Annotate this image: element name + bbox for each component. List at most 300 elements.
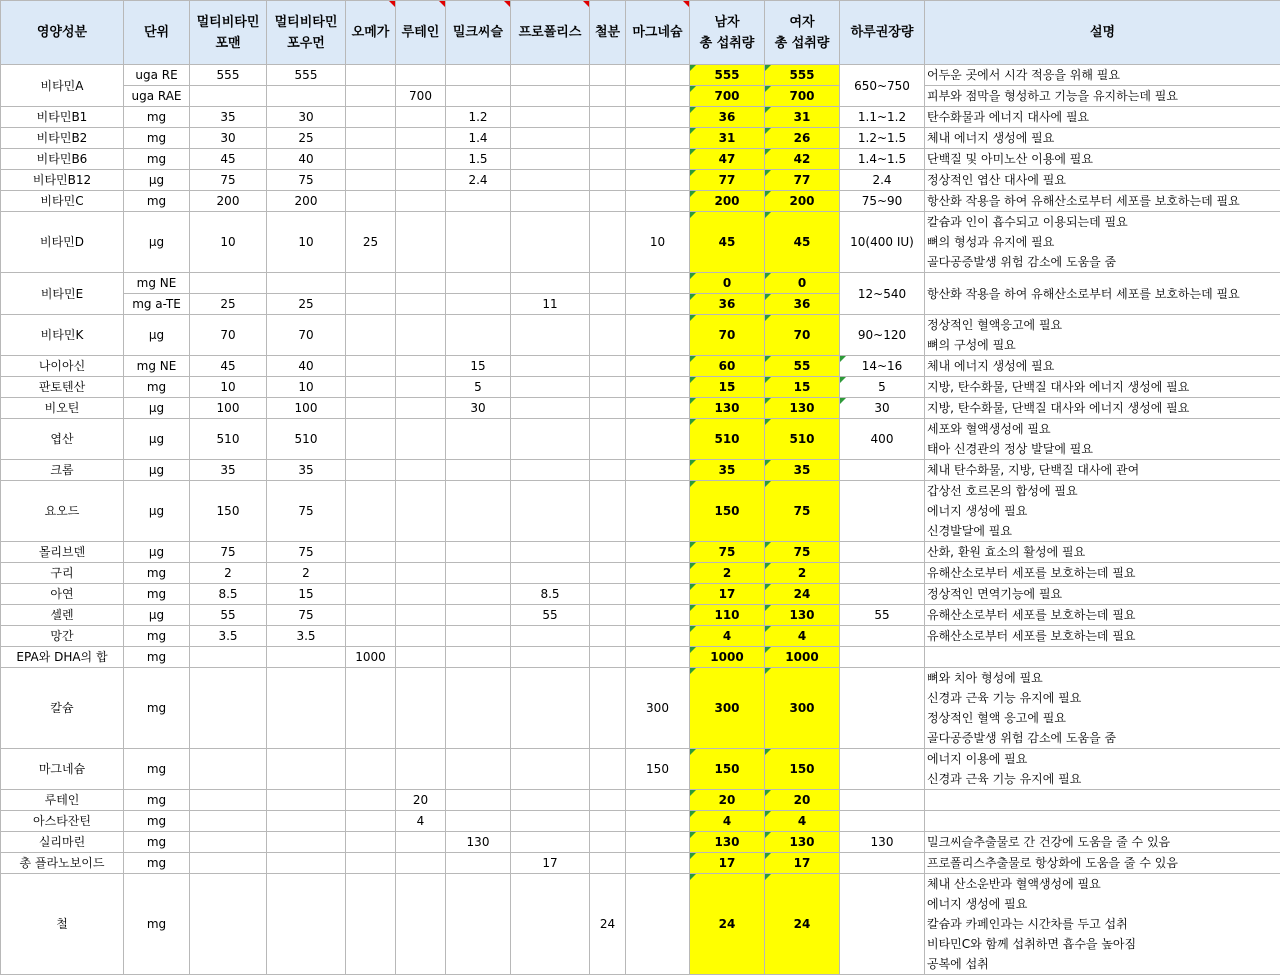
cell-product-6[interactable]: [511, 107, 590, 128]
cell-product-6[interactable]: [511, 832, 590, 853]
cell-product-8[interactable]: [626, 398, 690, 419]
cell-product-2[interactable]: [267, 790, 346, 811]
cell-product-8[interactable]: 300: [626, 668, 690, 749]
cell-male-total[interactable]: 15: [690, 377, 765, 398]
cell-product-1[interactable]: 150: [190, 481, 267, 542]
cell-product-1[interactable]: [190, 273, 267, 294]
cell-product-7[interactable]: [590, 86, 626, 107]
cell-male-total[interactable]: 17: [690, 853, 765, 874]
cell-product-3[interactable]: [346, 542, 396, 563]
cell-product-2[interactable]: [267, 749, 346, 790]
cell-product-7[interactable]: [590, 107, 626, 128]
cell-product-3[interactable]: [346, 149, 396, 170]
cell-product-7[interactable]: 24: [590, 874, 626, 975]
cell-product-6[interactable]: [511, 86, 590, 107]
cell-unit[interactable]: mg NE: [124, 356, 190, 377]
header-product-6[interactable]: 프로폴리스: [511, 1, 590, 65]
cell-male-total[interactable]: 300: [690, 668, 765, 749]
cell-product-7[interactable]: [590, 273, 626, 294]
cell-product-4[interactable]: [396, 212, 446, 273]
cell-product-8[interactable]: [626, 65, 690, 86]
cell-product-6[interactable]: [511, 790, 590, 811]
cell-product-3[interactable]: [346, 605, 396, 626]
cell-product-8[interactable]: [626, 377, 690, 398]
cell-product-7[interactable]: [590, 419, 626, 460]
cell-description[interactable]: 프로폴리스추출물로 항상화에 도움을 줄 수 있음: [925, 853, 1280, 874]
cell-product-6[interactable]: [511, 811, 590, 832]
cell-product-5[interactable]: [446, 273, 511, 294]
cell-product-7[interactable]: [590, 128, 626, 149]
cell-description[interactable]: [925, 790, 1280, 811]
cell-male-total[interactable]: 20: [690, 790, 765, 811]
cell-female-total[interactable]: 45: [765, 212, 840, 273]
cell-male-total[interactable]: 70: [690, 315, 765, 356]
cell-product-3[interactable]: [346, 419, 396, 460]
cell-unit[interactable]: mg: [124, 191, 190, 212]
cell-description[interactable]: 유해산소로부터 세포를 보호하는데 필요: [925, 626, 1280, 647]
cell-product-8[interactable]: [626, 273, 690, 294]
cell-nutrient[interactable]: 몰리브덴: [1, 542, 124, 563]
cell-product-3[interactable]: [346, 811, 396, 832]
cell-product-1[interactable]: [190, 668, 267, 749]
cell-product-6[interactable]: [511, 128, 590, 149]
cell-female-total[interactable]: 75: [765, 481, 840, 542]
cell-product-6[interactable]: [511, 170, 590, 191]
cell-product-6[interactable]: [511, 149, 590, 170]
cell-product-1[interactable]: 3.5: [190, 626, 267, 647]
cell-nutrient[interactable]: 아스타잔틴: [1, 811, 124, 832]
cell-nutrient[interactable]: 비오틴: [1, 398, 124, 419]
cell-product-3[interactable]: [346, 107, 396, 128]
cell-female-total[interactable]: 24: [765, 584, 840, 605]
cell-male-total[interactable]: 36: [690, 107, 765, 128]
cell-recommended[interactable]: [840, 647, 925, 668]
cell-product-2[interactable]: [267, 811, 346, 832]
cell-male-total[interactable]: 700: [690, 86, 765, 107]
cell-female-total[interactable]: 4: [765, 626, 840, 647]
cell-product-1[interactable]: 55: [190, 605, 267, 626]
cell-product-6[interactable]: [511, 668, 590, 749]
cell-product-4[interactable]: [396, 749, 446, 790]
cell-male-total[interactable]: 31: [690, 128, 765, 149]
cell-product-5[interactable]: 1.5: [446, 149, 511, 170]
cell-product-8[interactable]: [626, 315, 690, 356]
cell-product-1[interactable]: [190, 749, 267, 790]
cell-female-total[interactable]: 200: [765, 191, 840, 212]
cell-product-7[interactable]: [590, 481, 626, 542]
cell-female-total[interactable]: 130: [765, 832, 840, 853]
cell-product-5[interactable]: [446, 790, 511, 811]
cell-unit[interactable]: uga RAE: [124, 86, 190, 107]
cell-product-5[interactable]: [446, 191, 511, 212]
cell-male-total[interactable]: 2: [690, 563, 765, 584]
cell-product-3[interactable]: [346, 65, 396, 86]
cell-product-4[interactable]: [396, 853, 446, 874]
cell-male-total[interactable]: 35: [690, 460, 765, 481]
cell-product-3[interactable]: [346, 460, 396, 481]
cell-description[interactable]: 세포와 혈액생성에 필요 태아 신경관의 정상 발달에 필요: [925, 419, 1280, 460]
cell-unit[interactable]: mg: [124, 584, 190, 605]
cell-product-3[interactable]: [346, 377, 396, 398]
cell-description[interactable]: 정상적인 면역기능에 필요: [925, 584, 1280, 605]
cell-recommended[interactable]: [840, 811, 925, 832]
cell-product-5[interactable]: [446, 563, 511, 584]
cell-female-total[interactable]: 555: [765, 65, 840, 86]
cell-product-5[interactable]: [446, 86, 511, 107]
cell-product-8[interactable]: [626, 356, 690, 377]
cell-female-total[interactable]: 0: [765, 273, 840, 294]
cell-product-6[interactable]: [511, 626, 590, 647]
cell-nutrient[interactable]: 실리마린: [1, 832, 124, 853]
cell-male-total[interactable]: 17: [690, 584, 765, 605]
cell-recommended[interactable]: 1.4~1.5: [840, 149, 925, 170]
cell-product-5[interactable]: 130: [446, 832, 511, 853]
cell-recommended[interactable]: 75~90: [840, 191, 925, 212]
cell-nutrient[interactable]: 엽산: [1, 419, 124, 460]
cell-product-2[interactable]: 25: [267, 294, 346, 315]
cell-nutrient[interactable]: 나이아신: [1, 356, 124, 377]
cell-description[interactable]: 항산화 작용을 하여 유해산소로부터 세포를 보호하는데 필요: [925, 191, 1280, 212]
cell-description[interactable]: 칼슘과 인이 흡수되고 이용되는데 필요 뼈의 형성과 유지에 필요 골다공증발생 위험 감소에 도움을 줌: [925, 212, 1280, 273]
header-product-7[interactable]: 철분: [590, 1, 626, 65]
cell-product-5[interactable]: [446, 212, 511, 273]
cell-recommended[interactable]: 90~120: [840, 315, 925, 356]
cell-product-1[interactable]: [190, 853, 267, 874]
cell-product-8[interactable]: [626, 811, 690, 832]
cell-product-4[interactable]: [396, 832, 446, 853]
cell-product-2[interactable]: 70: [267, 315, 346, 356]
cell-description[interactable]: [925, 647, 1280, 668]
cell-nutrient[interactable]: 아연: [1, 584, 124, 605]
header-product-4[interactable]: 루테인: [396, 1, 446, 65]
cell-male-total[interactable]: 200: [690, 191, 765, 212]
cell-nutrient[interactable]: 비타민A: [1, 65, 124, 107]
cell-nutrient[interactable]: 비타민D: [1, 212, 124, 273]
cell-product-7[interactable]: [590, 584, 626, 605]
cell-nutrient[interactable]: 비타민B2: [1, 128, 124, 149]
cell-unit[interactable]: μg: [124, 212, 190, 273]
cell-recommended[interactable]: 12~540: [840, 273, 925, 315]
cell-product-7[interactable]: [590, 191, 626, 212]
cell-product-2[interactable]: [267, 832, 346, 853]
cell-product-3[interactable]: [346, 273, 396, 294]
cell-product-4[interactable]: [396, 668, 446, 749]
header-unit[interactable]: 단위: [124, 1, 190, 65]
cell-unit[interactable]: μg: [124, 170, 190, 191]
header-description[interactable]: 설명: [925, 1, 1280, 65]
cell-product-4[interactable]: [396, 65, 446, 86]
cell-product-2[interactable]: [267, 647, 346, 668]
cell-recommended[interactable]: 30: [840, 398, 925, 419]
cell-product-4[interactable]: [396, 605, 446, 626]
cell-product-7[interactable]: [590, 811, 626, 832]
cell-product-7[interactable]: [590, 647, 626, 668]
cell-product-8[interactable]: [626, 149, 690, 170]
cell-product-6[interactable]: [511, 419, 590, 460]
cell-product-8[interactable]: [626, 790, 690, 811]
cell-product-2[interactable]: 15: [267, 584, 346, 605]
cell-male-total[interactable]: 36: [690, 294, 765, 315]
cell-product-8[interactable]: [626, 626, 690, 647]
cell-product-5[interactable]: [446, 294, 511, 315]
cell-nutrient[interactable]: 철: [1, 874, 124, 975]
cell-product-1[interactable]: 30: [190, 128, 267, 149]
cell-product-4[interactable]: [396, 542, 446, 563]
cell-product-4[interactable]: [396, 626, 446, 647]
cell-product-5[interactable]: [446, 65, 511, 86]
cell-product-1[interactable]: 35: [190, 107, 267, 128]
cell-product-2[interactable]: 25: [267, 128, 346, 149]
cell-male-total[interactable]: 150: [690, 481, 765, 542]
cell-nutrient[interactable]: 비타민C: [1, 191, 124, 212]
cell-product-2[interactable]: 75: [267, 170, 346, 191]
cell-product-5[interactable]: 2.4: [446, 170, 511, 191]
cell-description[interactable]: 유해산소로부터 세포를 보호하는데 필요: [925, 605, 1280, 626]
cell-product-7[interactable]: [590, 212, 626, 273]
cell-recommended[interactable]: 2.4: [840, 170, 925, 191]
cell-product-8[interactable]: 10: [626, 212, 690, 273]
cell-product-3[interactable]: [346, 668, 396, 749]
cell-product-3[interactable]: [346, 128, 396, 149]
cell-description[interactable]: 체내 산소운반과 혈액생성에 필요 에너지 생성에 필요 칼슘과 카페인과는 시간차를 두고 섭취 비타민C와 함께 섭취하면 흡수을 높아짐 공복에 섭취: [925, 874, 1280, 975]
cell-nutrient[interactable]: 판토텐산: [1, 377, 124, 398]
cell-male-total[interactable]: 130: [690, 398, 765, 419]
cell-product-2[interactable]: 30: [267, 107, 346, 128]
cell-product-4[interactable]: [396, 563, 446, 584]
cell-product-6[interactable]: 17: [511, 853, 590, 874]
cell-female-total[interactable]: 150: [765, 749, 840, 790]
cell-product-4[interactable]: 4: [396, 811, 446, 832]
cell-product-7[interactable]: [590, 315, 626, 356]
cell-female-total[interactable]: 15: [765, 377, 840, 398]
cell-product-3[interactable]: [346, 86, 396, 107]
cell-product-2[interactable]: 2: [267, 563, 346, 584]
cell-description[interactable]: 에너지 이용에 필요 신경과 근육 기능 유지에 필요: [925, 749, 1280, 790]
cell-unit[interactable]: mg: [124, 811, 190, 832]
cell-product-4[interactable]: [396, 191, 446, 212]
cell-female-total[interactable]: 130: [765, 605, 840, 626]
cell-product-6[interactable]: [511, 542, 590, 563]
cell-product-4[interactable]: [396, 149, 446, 170]
cell-product-6[interactable]: [511, 356, 590, 377]
header-product-5[interactable]: 밀크씨슬: [446, 1, 511, 65]
cell-recommended[interactable]: [840, 853, 925, 874]
cell-recommended[interactable]: [840, 874, 925, 975]
cell-product-5[interactable]: 1.2: [446, 107, 511, 128]
cell-product-1[interactable]: 70: [190, 315, 267, 356]
cell-product-7[interactable]: [590, 149, 626, 170]
cell-product-6[interactable]: [511, 398, 590, 419]
cell-product-6[interactable]: [511, 377, 590, 398]
cell-product-4[interactable]: [396, 584, 446, 605]
cell-product-5[interactable]: [446, 481, 511, 542]
cell-male-total[interactable]: 130: [690, 832, 765, 853]
cell-product-7[interactable]: [590, 626, 626, 647]
cell-product-5[interactable]: 15: [446, 356, 511, 377]
cell-product-7[interactable]: [590, 294, 626, 315]
cell-product-3[interactable]: 1000: [346, 647, 396, 668]
cell-unit[interactable]: uga RE: [124, 65, 190, 86]
cell-female-total[interactable]: 55: [765, 356, 840, 377]
cell-product-4[interactable]: [396, 398, 446, 419]
cell-recommended[interactable]: 650~750: [840, 65, 925, 107]
cell-product-1[interactable]: 100: [190, 398, 267, 419]
cell-product-1[interactable]: [190, 647, 267, 668]
cell-unit[interactable]: mg: [124, 563, 190, 584]
cell-product-2[interactable]: 200: [267, 191, 346, 212]
cell-product-8[interactable]: [626, 874, 690, 975]
cell-recommended[interactable]: [840, 542, 925, 563]
cell-nutrient[interactable]: 마그네슘: [1, 749, 124, 790]
cell-product-2[interactable]: [267, 853, 346, 874]
header-product-3[interactable]: 오메가: [346, 1, 396, 65]
cell-male-total[interactable]: 24: [690, 874, 765, 975]
cell-description[interactable]: 어두운 곳에서 시각 적응을 위해 필요: [925, 65, 1280, 86]
cell-description[interactable]: 산화, 환원 효소의 활성에 필요: [925, 542, 1280, 563]
cell-product-7[interactable]: [590, 832, 626, 853]
cell-product-5[interactable]: [446, 668, 511, 749]
cell-product-2[interactable]: 40: [267, 149, 346, 170]
cell-recommended[interactable]: 5: [840, 377, 925, 398]
header-female-total[interactable]: 여자 총 섭취량: [765, 1, 840, 65]
cell-product-3[interactable]: [346, 294, 396, 315]
cell-product-2[interactable]: [267, 668, 346, 749]
cell-unit[interactable]: mg: [124, 668, 190, 749]
cell-product-1[interactable]: [190, 790, 267, 811]
cell-product-5[interactable]: [446, 749, 511, 790]
cell-male-total[interactable]: 60: [690, 356, 765, 377]
cell-recommended[interactable]: 10(400 IU): [840, 212, 925, 273]
cell-recommended[interactable]: [840, 481, 925, 542]
cell-product-2[interactable]: 100: [267, 398, 346, 419]
cell-product-6[interactable]: [511, 460, 590, 481]
cell-male-total[interactable]: 0: [690, 273, 765, 294]
cell-product-5[interactable]: [446, 853, 511, 874]
cell-nutrient[interactable]: 칼슘: [1, 668, 124, 749]
cell-product-7[interactable]: [590, 790, 626, 811]
cell-nutrient[interactable]: 비타민B12: [1, 170, 124, 191]
cell-product-3[interactable]: 25: [346, 212, 396, 273]
cell-product-8[interactable]: [626, 853, 690, 874]
cell-product-4[interactable]: [396, 874, 446, 975]
cell-product-3[interactable]: [346, 853, 396, 874]
cell-unit[interactable]: mg: [124, 626, 190, 647]
cell-female-total[interactable]: 300: [765, 668, 840, 749]
cell-product-6[interactable]: [511, 647, 590, 668]
cell-product-6[interactable]: [511, 481, 590, 542]
header-nutrient[interactable]: 영양성분: [1, 1, 124, 65]
cell-female-total[interactable]: 17: [765, 853, 840, 874]
cell-product-8[interactable]: [626, 419, 690, 460]
cell-description[interactable]: 항산화 작용을 하여 유해산소로부터 세포를 보호하는데 필요: [925, 273, 1280, 315]
cell-product-2[interactable]: 10: [267, 377, 346, 398]
cell-product-8[interactable]: [626, 460, 690, 481]
cell-nutrient[interactable]: 비타민E: [1, 273, 124, 315]
cell-unit[interactable]: μg: [124, 315, 190, 356]
cell-product-2[interactable]: [267, 86, 346, 107]
cell-recommended[interactable]: [840, 563, 925, 584]
cell-product-6[interactable]: [511, 212, 590, 273]
cell-female-total[interactable]: 36: [765, 294, 840, 315]
cell-product-5[interactable]: [446, 542, 511, 563]
cell-product-1[interactable]: 2: [190, 563, 267, 584]
cell-unit[interactable]: μg: [124, 460, 190, 481]
cell-female-total[interactable]: 20: [765, 790, 840, 811]
cell-product-3[interactable]: [346, 626, 396, 647]
cell-product-2[interactable]: 75: [267, 481, 346, 542]
cell-product-1[interactable]: 555: [190, 65, 267, 86]
cell-product-4[interactable]: [396, 170, 446, 191]
cell-female-total[interactable]: 1000: [765, 647, 840, 668]
cell-recommended[interactable]: 400: [840, 419, 925, 460]
header-product-2[interactable]: 멀티비타민 포우먼: [267, 1, 346, 65]
cell-recommended[interactable]: 14~16: [840, 356, 925, 377]
cell-product-6[interactable]: [511, 874, 590, 975]
cell-product-8[interactable]: [626, 191, 690, 212]
cell-product-5[interactable]: [446, 315, 511, 356]
cell-product-7[interactable]: [590, 563, 626, 584]
cell-product-1[interactable]: [190, 874, 267, 975]
cell-product-7[interactable]: [590, 170, 626, 191]
cell-product-8[interactable]: [626, 563, 690, 584]
cell-product-1[interactable]: [190, 86, 267, 107]
cell-product-5[interactable]: [446, 605, 511, 626]
cell-product-7[interactable]: [590, 356, 626, 377]
cell-description[interactable]: 뼈와 치아 형성에 필요 신경과 근육 기능 유지에 필요 정상적인 혈액 응고에 필요 골다공증발생 위험 감소에 도움을 줌: [925, 668, 1280, 749]
cell-product-1[interactable]: 510: [190, 419, 267, 460]
cell-unit[interactable]: mg: [124, 790, 190, 811]
cell-description[interactable]: 지방, 탄수화물, 단백질 대사와 에너지 생성에 필요: [925, 398, 1280, 419]
cell-recommended[interactable]: [840, 626, 925, 647]
cell-product-8[interactable]: [626, 832, 690, 853]
cell-product-5[interactable]: 1.4: [446, 128, 511, 149]
header-recommended[interactable]: 하루권장량: [840, 1, 925, 65]
cell-product-6[interactable]: [511, 273, 590, 294]
cell-product-4[interactable]: 700: [396, 86, 446, 107]
cell-product-8[interactable]: [626, 128, 690, 149]
cell-recommended[interactable]: 55: [840, 605, 925, 626]
cell-male-total[interactable]: 77: [690, 170, 765, 191]
cell-nutrient[interactable]: 비타민B1: [1, 107, 124, 128]
cell-description[interactable]: 갑상선 호르몬의 합성에 필요 에너지 생성에 필요 신경발달에 필요: [925, 481, 1280, 542]
cell-recommended[interactable]: [840, 460, 925, 481]
cell-female-total[interactable]: 35: [765, 460, 840, 481]
cell-product-5[interactable]: [446, 584, 511, 605]
cell-nutrient[interactable]: 루테인: [1, 790, 124, 811]
cell-product-1[interactable]: 75: [190, 170, 267, 191]
cell-unit[interactable]: mg: [124, 832, 190, 853]
cell-unit[interactable]: mg a-TE: [124, 294, 190, 315]
cell-product-2[interactable]: 75: [267, 542, 346, 563]
cell-description[interactable]: 체내 에너지 생성에 필요: [925, 356, 1280, 377]
cell-product-6[interactable]: [511, 749, 590, 790]
cell-product-7[interactable]: [590, 398, 626, 419]
cell-product-3[interactable]: [346, 749, 396, 790]
cell-unit[interactable]: μg: [124, 419, 190, 460]
cell-product-4[interactable]: [396, 647, 446, 668]
cell-product-4[interactable]: [396, 107, 446, 128]
cell-product-8[interactable]: [626, 542, 690, 563]
cell-product-7[interactable]: [590, 542, 626, 563]
cell-female-total[interactable]: 510: [765, 419, 840, 460]
cell-product-8[interactable]: [626, 170, 690, 191]
cell-female-total[interactable]: 2: [765, 563, 840, 584]
cell-recommended[interactable]: 1.1~1.2: [840, 107, 925, 128]
cell-female-total[interactable]: 26: [765, 128, 840, 149]
cell-nutrient[interactable]: 크롬: [1, 460, 124, 481]
cell-product-6[interactable]: 55: [511, 605, 590, 626]
cell-product-5[interactable]: [446, 626, 511, 647]
